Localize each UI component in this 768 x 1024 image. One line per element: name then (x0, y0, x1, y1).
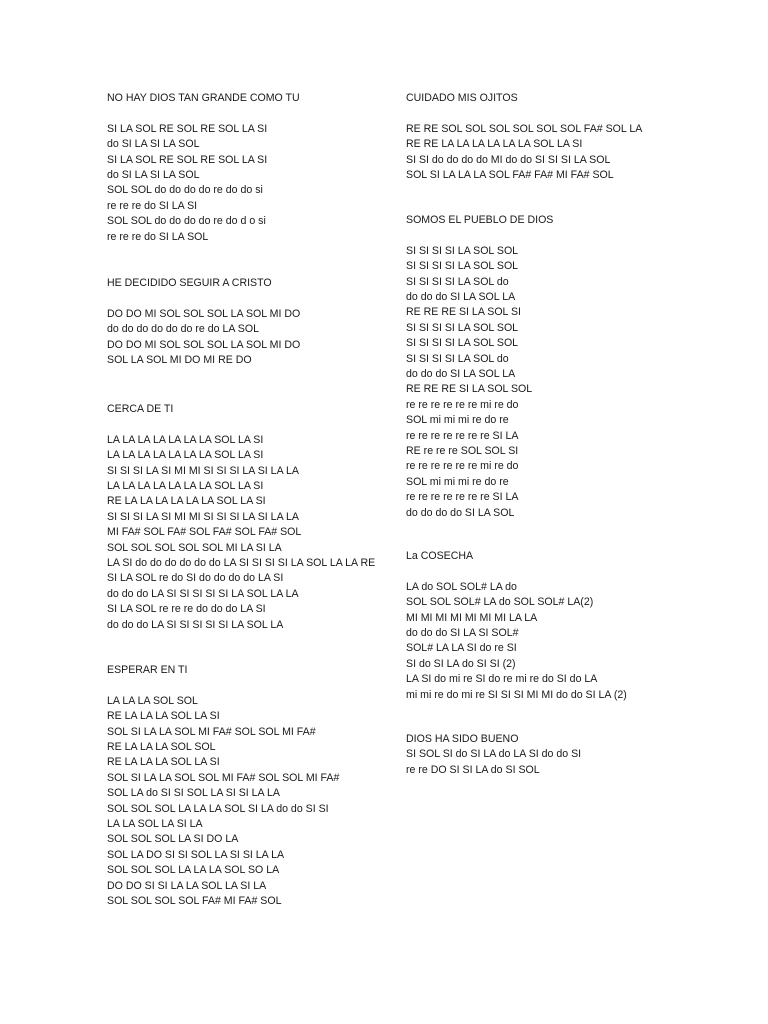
song-title: CUIDADO MIS OJITOS (406, 92, 518, 104)
song-line: SOL SOL do do do do re do d o si (107, 215, 266, 228)
song-cerca-de-ti (107, 402, 379, 633)
song-lines (406, 244, 658, 521)
song-title: HE DECIDIDO SEGUIR A CRISTO (107, 277, 272, 289)
song-line: SOL LA SOL MI DO MI RE DO (107, 354, 252, 367)
song-title: SOMOS EL PUEBLO DE DIOS (406, 214, 554, 226)
song-lines (406, 580, 658, 703)
song-line: DO DO SI SI LA LA SOL LA SI LA (107, 879, 267, 892)
song-line: SOL# LA LA SI do re SI (406, 642, 517, 655)
song-he-decidido (107, 276, 379, 368)
song-lines (406, 747, 658, 778)
song-line: SI SI do do do do MI do do SI SI SI LA SOL (406, 153, 611, 166)
song-line: SI SI SI SI LA SOL SOL (406, 244, 519, 257)
song-line: SOL SOL do do do do re do do si (107, 184, 263, 197)
song-line: do SI LA SI LA SOL (107, 138, 200, 151)
song-line: SOL SOL SOL SOL FA# MI FA# SOL (107, 895, 282, 908)
song-line: LA LA LA LA LA LA LA SOL LA SI (107, 449, 264, 462)
song-line: RE RE SOL SOL SOL SOL SOL SOL FA# SOL LA (406, 122, 643, 135)
song-line: re re DO SI SI LA do SI SOL (406, 763, 540, 776)
song-line: SOL SI LA LA LA SOL FA# FA# MI FA# SOL (406, 169, 614, 182)
song-line: RE LA LA LA SOL LA SI (107, 710, 220, 723)
song-line: LA LA LA LA LA LA LA SOL LA SI (107, 433, 264, 446)
song-line: SI SI SI SI LA SOL do (406, 275, 509, 288)
song-line: SOL SI LA LA SOL SOL MI FA# SOL SOL MI FA# (107, 771, 340, 784)
song-line: SOL mi mi mi re do re (406, 414, 509, 427)
song-line: SOL SOL SOL# LA do SOL SOL# LA(2) (406, 596, 594, 609)
song-title: ESPERAR EN TI (107, 664, 188, 676)
song-line: re re re do SI LA SI (107, 199, 198, 212)
song-line: re re re re re re re SI LA (406, 491, 519, 504)
song-lines (406, 122, 658, 184)
song-line: RE LA LA LA SOL LA SI (107, 756, 220, 769)
song-line: SOL SOL SOL LA LA LA SOL SO LA (107, 864, 280, 877)
song-lines (107, 122, 379, 245)
song-line: SI SI SI LA SI MI MI SI SI SI LA SI LA LA (107, 510, 299, 523)
song-line: SOL LA DO SI SI SOL LA SI SI LA LA (107, 848, 285, 861)
song-line: do do do LA SI SI SI SI SI LA SOL LA (107, 618, 284, 631)
song-line: SOL LA do SI SI SOL LA SI SI LA LA (107, 787, 280, 800)
song-title: CERCA DE TI (107, 403, 174, 415)
song-line: do do do SI LA SOL LA (406, 368, 516, 381)
song-line: LA LA LA SOL SOL (107, 694, 198, 707)
song-title: DIOS HA SIDO BUENO (406, 733, 519, 745)
song-line: RE RE RE SI LA SOL SI (406, 306, 522, 319)
song-no-hay-dios (107, 91, 379, 245)
song-line: re re re re re re mi re do (406, 460, 519, 473)
song-line: SI do SI LA do SI SI (2) (406, 657, 516, 670)
song-line: SI LA SOL RE SOL RE SOL LA SI (107, 153, 268, 166)
song-line: SI SI SI SI LA SOL SOL (406, 337, 519, 350)
song-line: SI SI SI SI LA SOL SOL (406, 321, 519, 334)
song-line: SI SI SI SI LA SOL SOL (406, 260, 519, 273)
song-line: SOL mi mi mi re do re (406, 475, 509, 488)
song-line: do do do SI LA SOL LA (406, 291, 516, 304)
song-line: LA SI do do do do do do LA SI SI SI SI LA SOL LA LA RE (107, 557, 376, 570)
song-line: SOL SOL SOL LA SI DO LA (107, 833, 239, 846)
song-line: SI LA SOL re re re do do do LA SI (107, 603, 266, 616)
song-line: RE LA LA LA LA LA LA SOL LA SI (107, 495, 266, 508)
song-line: do do do SI LA SI SOL# (406, 627, 519, 640)
song-esperar-en-ti (107, 663, 379, 909)
song-line: do SI LA SI LA SOL (107, 169, 200, 182)
song-line: DO DO MI SOL SOL SOL LA SOL MI DO (107, 338, 301, 351)
song-line: SOL SI LA LA SOL MI FA# SOL SOL MI FA# (107, 725, 316, 738)
song-line: RE re re re SOL SOL SI (406, 445, 519, 458)
song-line: MI MI MI MI MI MI MI LA LA (406, 611, 538, 624)
song-line: LA LA LA LA LA LA LA SOL LA SI (107, 480, 264, 493)
song-line: LA LA SOL LA SI LA (107, 818, 203, 831)
song-lines (107, 307, 379, 369)
song-la-cosecha (406, 549, 658, 703)
song-line: re re re re re re re SI LA (406, 429, 519, 442)
song-line: SI SOL SI do SI LA do LA SI do do SI (406, 748, 582, 761)
song-line: SI LA SOL RE SOL RE SOL LA SI (107, 122, 268, 135)
song-line: re re re do SI LA SOL (107, 230, 209, 243)
song-line: LA do SOL SOL# LA do (406, 580, 517, 593)
song-line: do do do do SI LA SOL (406, 506, 515, 519)
song-line: do do do do do do re do LA SOL (107, 323, 259, 336)
song-line: DO DO MI SOL SOL SOL LA SOL MI DO (107, 307, 301, 320)
song-line: RE RE RE SI LA SOL SOL (406, 383, 533, 396)
song-line: RE LA LA LA SOL SOL (107, 741, 216, 754)
song-line: SI SI SI SI LA SOL do (406, 352, 509, 365)
song-dios-ha-sido-bueno (406, 732, 658, 778)
song-line: SI LA SOL re do SI do do do do LA SI (107, 572, 284, 585)
song-line: SOL SOL SOL LA LA LA SOL SI LA do do SI SI (107, 802, 329, 815)
song-title: La COSECHA (406, 550, 474, 562)
song-lines (107, 694, 379, 910)
song-line: MI FA# SOL FA# SOL FA# SOL FA# SOL (107, 526, 302, 539)
song-lines (107, 433, 379, 633)
song-line: do do do LA SI SI SI SI SI LA SOL LA LA (107, 587, 299, 600)
song-line: LA SI do mi re SI do re mi re do SI do LA (406, 673, 598, 686)
song-somos-el-pueblo (406, 213, 658, 521)
song-line: re re re re re re mi re do (406, 398, 519, 411)
song-title: NO HAY DIOS TAN GRANDE COMO TU (107, 92, 300, 104)
song-line: mi mi re do mi re SI SI SI MI MI do do SI LA (2) (406, 688, 627, 701)
song-line: SI SI SI LA SI MI MI SI SI SI LA SI LA LA (107, 464, 299, 477)
song-cuidado-mis-ojitos (406, 91, 658, 183)
song-line: SOL SOL SOL SOL SOL MI LA SI LA (107, 541, 282, 554)
song-line: RE RE LA LA LA LA LA LA SOL LA SI (406, 138, 583, 151)
